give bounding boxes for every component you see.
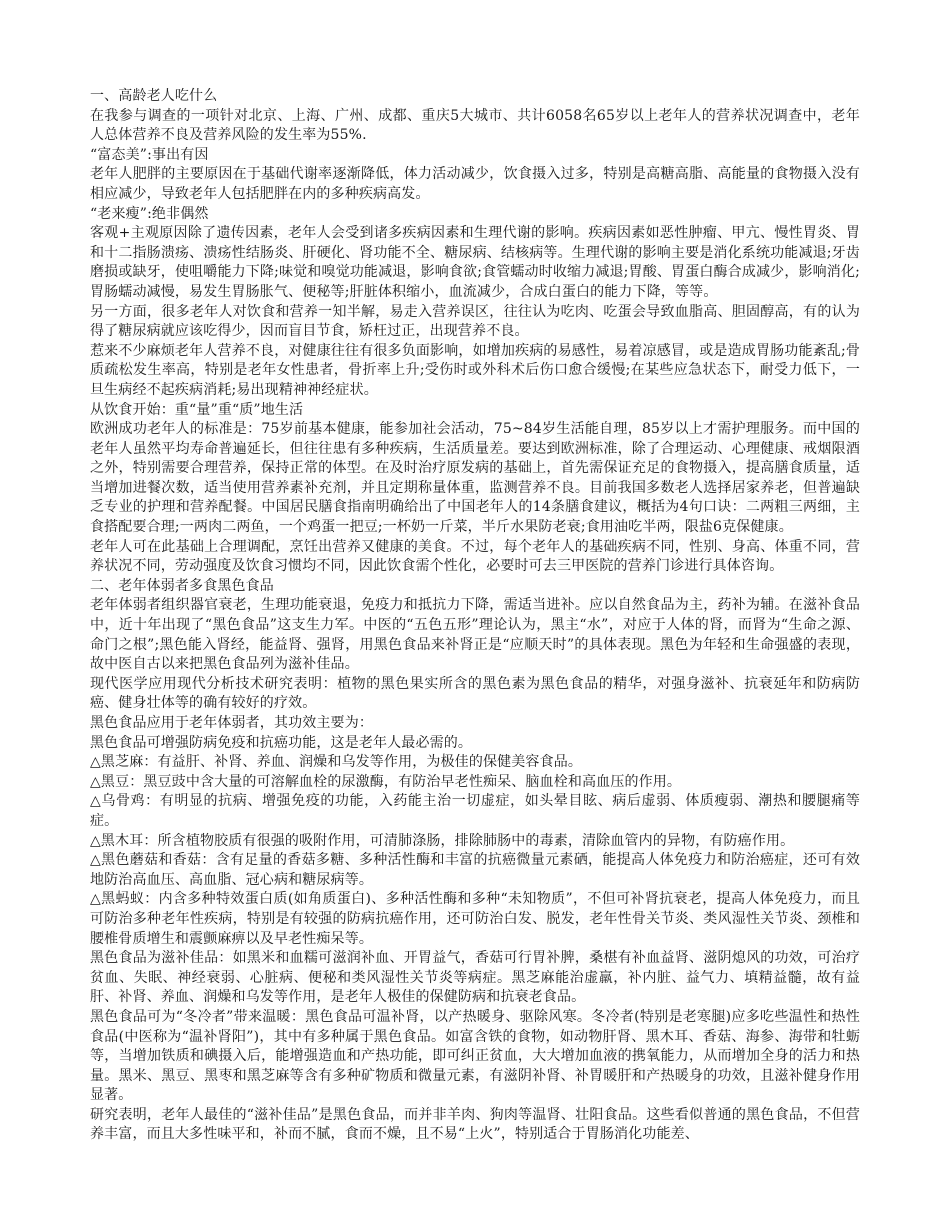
paragraph-tonic-foods: 黑色食品为滋补佳品：如黑米和血糯可滋润补血、开胃益气，香菇可行胃补脾，桑椹有补血益肾、滋阴熄风的功效，可治疗贫血、失眠、神经衰弱、心脏病、便秘和类风湿性关节炎等病症。黑芝麻能治虚羸，补内脏、益气力、填精益髓，故有益肝、补肾、养血、润燥和乌发等作用，是老年人极佳的保健防病和抗衰老食品。 — [90, 950, 860, 1006]
paragraph-effects-intro: 黑色食品应用于老年体弱者，其功效主要为： — [90, 715, 373, 731]
list-item-black-fungus: △黑木耳：所含植物胶质有很强的吸附作用，可清肺涤肠，排除肺肠中的毒素，清除血管内的异物，有防癌作用。 — [90, 832, 795, 849]
paragraph-malnutrition-effects: 惹来不少麻烦老年人营养不良，对健康往往有很多负面影响，如增加疾病的易感性，易着凉感冒，或是造成胃肠功能紊乱;骨质疏松发生率高，特别是老年女性患者，骨折率上升;受伤时或外科术后伤口愈合缓慢;在某些应急状态下，耐受力低下，一旦生病经不起疾病消耗;易出现精神神经症状。 — [90, 342, 860, 398]
paragraph-dietary-guidelines: 欧洲成功老年人的标准是：75岁前基本健康，能参加社会活动，75~84岁生活能自理，85岁以上才需护理服务。而中国的老年人虽然平均寿命普遍延长，但往往患有多种疾病，生活质量差。要达到欧洲标准，除了合理运动、心理健康、戒烟限酒之外，特别需要合理营养，保持正常的体型。在及时治疗原发病的基础上，首先需保证充足的食物摄入，提高膳食质量，适当增加进餐次数，适当使用营养素补充剂，并且定期称量体重，监测营养不良。目前我国多数老人选择居家养老，但普遍缺乏专业的护理和营养配餐。中国居民膳食指南明确给出了中国老年人的14条膳食建议，概括为4句口诀：二两粗三两细，主食搭配要合理;一两肉二两鱼，一个鸡蛋一把豆;一杯奶一斤菜，半斤水果防老衰;食用油吃半两，限盐6克保健康。 — [90, 421, 860, 536]
list-item-black-bean: △黑豆：黑豆豉中含大量的可溶解血栓的尿激酶，有防治早老性痴呆、脑血栓和高血压的作用。 — [90, 773, 682, 790]
section-heading-black-foods: 二、老年体弱者多食黑色食品 — [90, 577, 274, 594]
paragraph-research-conclusion: 研究表明，老年人最佳的“滋补佳品”是黑色食品，而并非羊肉、狗肉等温肾、壮阳食品。这些看似普通的黑色食品，不但营养丰富，而且大多性味平和，补而不腻，食而不燥，且不易“上火”，特别适合于胃肠消化功能差、 — [90, 1106, 860, 1143]
paragraph-personalized-diet: 老年人可在此基础上合理调配，烹饪出营养又健康的美食。不过，每个老年人的基础疾病不同，性别、身高、体重不同，营养状况不同，劳动强度及饮食习惯均不同，因此饮食需个性化，必要时可去三甲医院的营养门诊进行具体咨询。 — [90, 538, 860, 575]
paragraph-black-foods-intro: 老年体弱者组织器官衰老，生理功能衰退，免疫力和抵抗力下降，需适当进补。应以自然食品为主，药补为辅。在滋补食品中，近十年出现了“黑色食品”这支生力军。中医的“五色五形”理论认为，黑主“水”，对应于人体的肾，而肾为“生命之源、命门之根”;黑色能入肾经，能益肾、强肾，用黑色食品来补肾正是“应顺天时”的具体表现。黑色为年轻和生命强盛的表现，故中医自古以来把黑色食品列为滋补佳品。 — [90, 597, 860, 673]
subheading-diet-quality: 从饮食开始：重“量”重“质”地生活 — [90, 401, 304, 418]
subheading-thinness: “老来瘦”:绝非偶然 — [90, 205, 209, 222]
subheading-obesity: “富态美”:事出有因 — [90, 146, 209, 163]
paragraph-thinness-causes: 客观+主观原因除了遗传因素，老年人会受到诸多疾病因素和生理代谢的影响。疾病因素如恶性肿瘤、甲亢、慢性胃炎、胃和十二指肠溃疡、溃疡性结肠炎、肝硬化、肾功能不全、糖尿病、结核病等。生理代谢的影响主要是消化系统功能减退;牙齿磨损或缺牙，使咀嚼能力下降;味觉和嗅觉功能减退，影响食欲;食管蠕动时收缩力减退;胃酸、胃蛋白酶合成减少，影响消化;胃肠蠕动减慢，易发生胃肠胀气、便秘等;肝脏体积缩小，血流减少，合成白蛋白的能力下降，等等。 — [90, 225, 860, 300]
paragraph-immunity: 黑色食品可增强防病免疫和抗癌功能，这是老年人最必需的。 — [90, 734, 473, 751]
paragraph-warmth: 黑色食品可为“冬冷者”带来温暖：黑色食品可温补肾，以产热暖身、驱除风寒。冬冷者(特别是老寒腿)应多吃些温性和热性食品(中医称为“温补肾阳”)，其中有多种属于黑色食品。如富含铁的食物，如动物肝肾、黑木耳、香菇、海参、海带和牡蛎等，当增加铁质和碘摄入后，能增强造血和产热功能，即可纠正贫血，大大增加血液的携氧能力，从而增加全身的活力和热量。黑米、黑豆、黑枣和黑芝麻等含有多种矿物质和微量元素，有滋阴补肾、补胃暖肝和产热暖身的功效，且滋补健身作用显著。 — [90, 1008, 860, 1104]
list-item-black-sesame: △黑芝麻：有益肝、补肾、养血、润燥和乌发等作用，为极佳的保健美容食品。 — [90, 754, 583, 771]
list-item-black-chicken: △乌骨鸡：有明显的抗病、增强免疫的功能，入药能主治一切虚症，如头晕目眩、病后虚弱、体质瘦弱、潮热和腰腿痛等症。 — [90, 793, 860, 829]
section-heading-elderly-diet: 一、高龄老人吃什么 — [90, 88, 218, 104]
paragraph-melanin-research: 现代医学应用现代分析技术研究表明：植物的黑色果实所含的黑色素为黑色食品的精华，对强身滋补、抗衰延年和防病防癌、健身壮体等的确有较好的疗效。 — [90, 675, 860, 712]
paragraph-nutrition-misconceptions: 另一方面，很多老年人对饮食和营养一知半解，易走入营养误区，往往认为吃肉、吃蛋会导致血脂高、胆固醇高，有的认为得了糖尿病就应该吃得少，因而盲目节食，矫枉过正，出现营养不良。 — [90, 303, 860, 340]
paragraph-obesity-causes: 老年人肥胖的主要原因在于基础代谢率逐渐降低，体力活动减少，饮食摄入过多，特别是高糖高脂、高能量的食物摄入没有相应减少，导致老年人包括肥胖在内的多种疾病高发。 — [90, 166, 860, 202]
list-item-mushrooms: △黑色蘑菇和香菇：含有足量的香菇多糖、多种活性酶和丰富的抗癌微量元素硒，能提高人体免疫力和防治癌症，还可有效地防治高血压、高血脂、冠心病和糖尿病等。 — [90, 852, 860, 888]
list-item-black-ant: △黑蚂蚁：内含多种特效蛋白质(如角质蛋白)、多种活性酶和多种“未知物质”，不但可补肾抗衰老，提高人体免疫力，而且可防治多种老年性疾病，特别是有较强的防病抗癌作用，还可防治白发、脱发，老年性骨关节炎、类风湿性关节炎、颈椎和腰椎骨质增生和震颤麻痹以及早老性痴呆等。 — [90, 891, 860, 947]
paragraph-survey: 在我参与调查的一项针对北京、上海、广州、成都、重庆5大城市、共计6058名65岁以上老年人的营养状况调查中，老年人总体营养不良及营养风险的发生率为55%. — [90, 107, 860, 144]
